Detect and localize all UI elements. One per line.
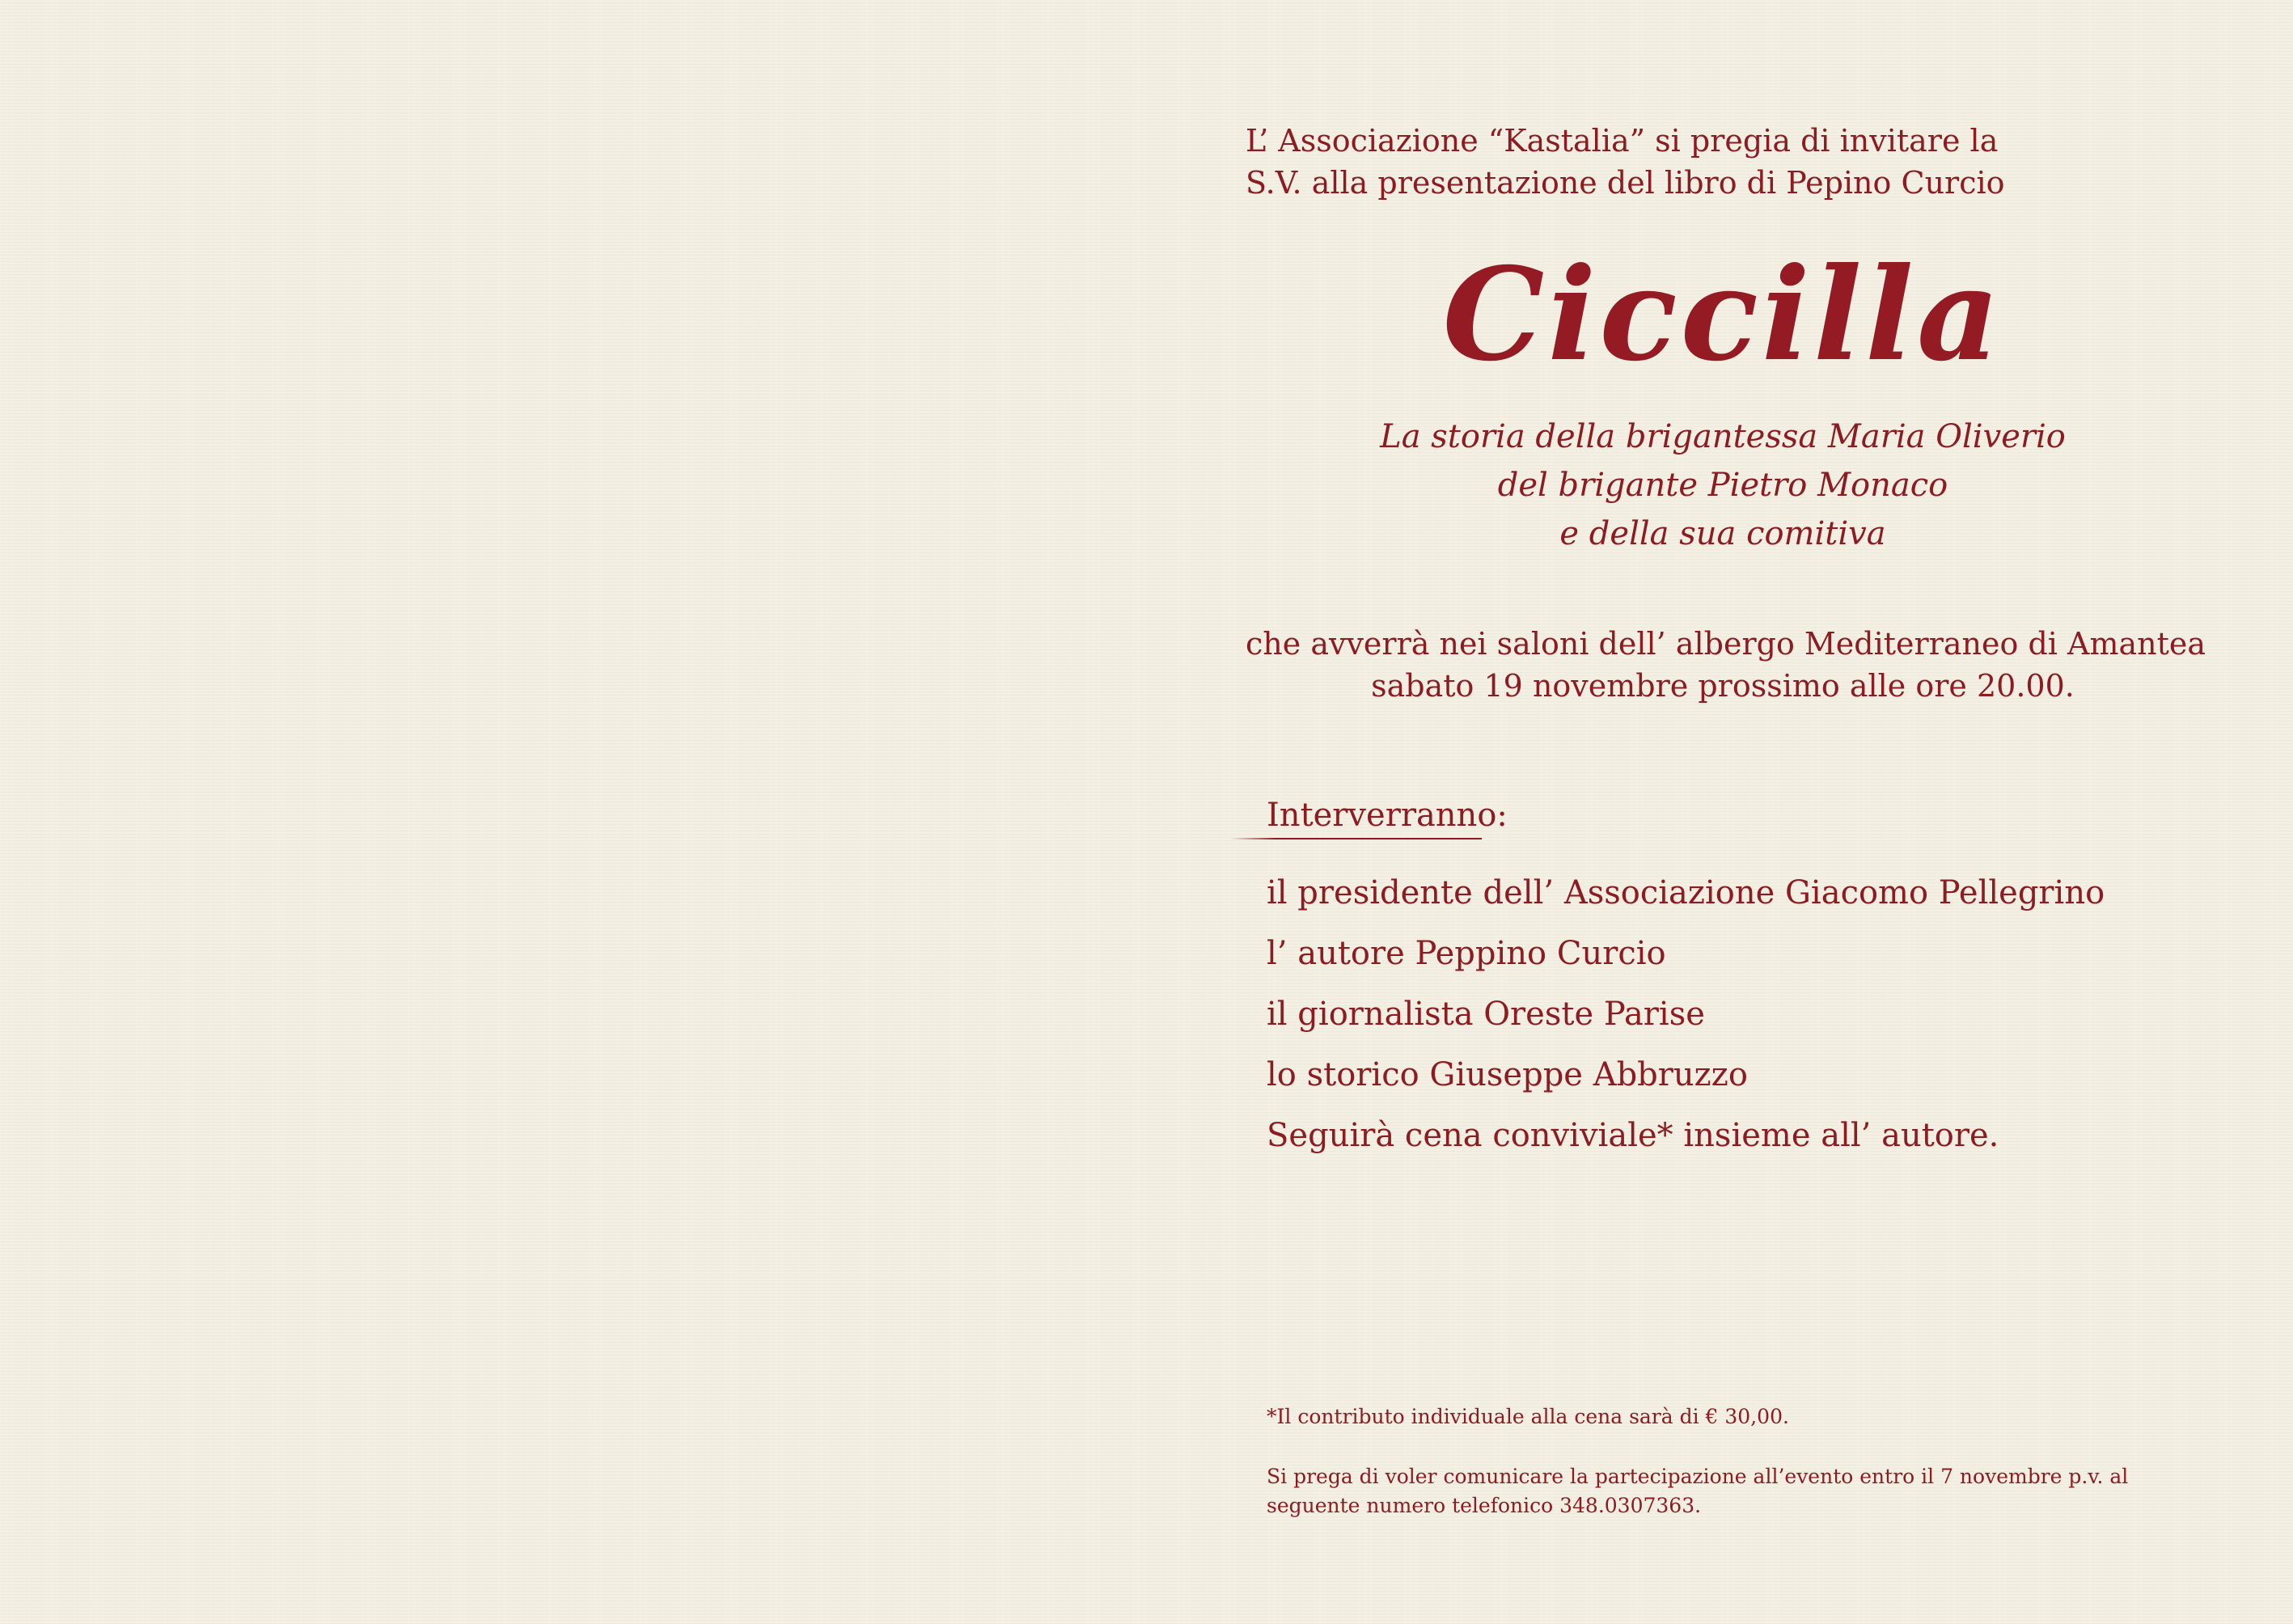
dinner-cost-footnote: *Il contributo individuale alla cena sarà di € 30,00. — [1267, 1405, 1789, 1428]
speakers-list — [1267, 870, 2105, 1174]
book-subtitle — [1326, 412, 2119, 558]
rsvp-line: Si prega di voler comunicare la partecipazione all’evento entro il 7 novembre p.v. al — [1267, 1465, 2129, 1488]
invitation-intro — [1246, 120, 2005, 204]
heading-underline — [1231, 838, 1482, 839]
rsvp-note — [1267, 1462, 2128, 1520]
intro-line: L’ Associazione “Kastalia” si pregia di invitare la — [1246, 123, 1999, 159]
speaker-item: lo storico Giuseppe Abbruzzo — [1267, 1056, 1748, 1093]
event-date: sabato 19 novembre prossimo alle ore 20.00. — [1371, 668, 2075, 704]
intro-line: S.V. alla presentazione del libro di Pepino Curcio — [1246, 165, 2005, 201]
book-title: Ciccilla — [1442, 240, 2003, 390]
subtitle-line: La storia della brigantessa Maria Oliverio — [1380, 418, 2066, 455]
event-details — [1246, 623, 2206, 707]
speakers-heading: Interverranno: — [1267, 797, 1508, 834]
blank-left-panel — [0, 0, 1146, 1624]
subtitle-line: e della sua comitiva — [1559, 515, 1886, 552]
speaker-item: il giornalista Oreste Parise — [1267, 996, 1705, 1033]
subtitle-line: del brigante Pietro Monaco — [1497, 467, 1948, 504]
rsvp-line: seguente numero telefonico 348.0307363. — [1267, 1494, 1702, 1517]
speaker-item: il presidente dell’ Associazione Giacomo Pellegrino — [1267, 874, 2105, 911]
event-venue: che avverrà nei saloni dell’ albergo Mediterraneo di Amantea — [1246, 626, 2206, 662]
dinner-note: Seguirà cena conviviale* insieme all’ autore. — [1267, 1117, 1999, 1154]
speaker-item: l’ autore Peppino Curcio — [1267, 935, 1666, 972]
